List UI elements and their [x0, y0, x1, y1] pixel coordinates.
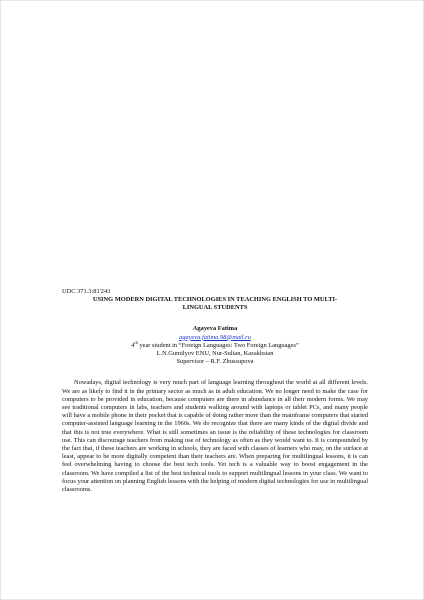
paper-title-line-2: LINGUAL STUDENTS — [182, 304, 248, 312]
author-position — [62, 339, 368, 350]
author-year-ordinal: th — [134, 339, 138, 345]
page-content — [62, 288, 368, 494]
author-email-link[interactable]: agayeva.fatima.98@mail.ru — [179, 333, 251, 341]
author-position-text: year student in “Foreign Languages: Two Foreign Languages” — [137, 341, 299, 349]
supervisor-line: Supervisor – R.F. Zhussupova — [176, 358, 254, 366]
body-paragraph: Nowadays, digital technology is very much part of language learning throughout the world at all different levels. We are as likely to find it in the primary sector as much as in adult education. We no longer need to make the case for computers to be provided in education, because computers are there in abundance in all their modern forms. We may see traditional computers in labs, teachers and students walking around with laptops or tablet PCs, and many people will have a mobile phone in their pocket that is capable of doing rather more than the mainframe computers that started computer-assisted language learning in the 1960s. We do recognize that there are many kinds of the digital divide and that this is not true everywhere. What is still sometimes an issue is the reliability of these technologies for classroom use. This can discourage teachers from making use of technology as often as they would want to. It is compounded by the fact that, if these teachers are working in schools, they are faced with classes of learners who may, on the surface at least, appear to be more digitally competent than their teachers are. When preparing for multilingual lessons, it is can feel overwhelming having to choose the best tech tools. Yet tech is a valuable way to boost engagement in the classroom. We have compiled a list of the best technical tools to support multilingual lessons in your class. We want to focus your attention on planning English lessons with the helping of modern digital technologies for use in multilingual classrooms. — [62, 379, 368, 494]
author-block — [62, 325, 368, 366]
paper-title — [62, 296, 368, 312]
paper-title-line-1: USING MODERN DIGITAL TECHNOLOGIES IN TEACHING ENGLISH TO MULTI- — [92, 296, 338, 303]
author-year-number: 4 — [131, 341, 135, 349]
author-name: Agayeva Fatima — [192, 325, 238, 333]
udc-code: UDC 371.3:81'243 — [62, 288, 111, 295]
author-affiliation: L.N.Gumilyov ENU, Nur-Sultan, Kazakhstan — [156, 350, 274, 358]
